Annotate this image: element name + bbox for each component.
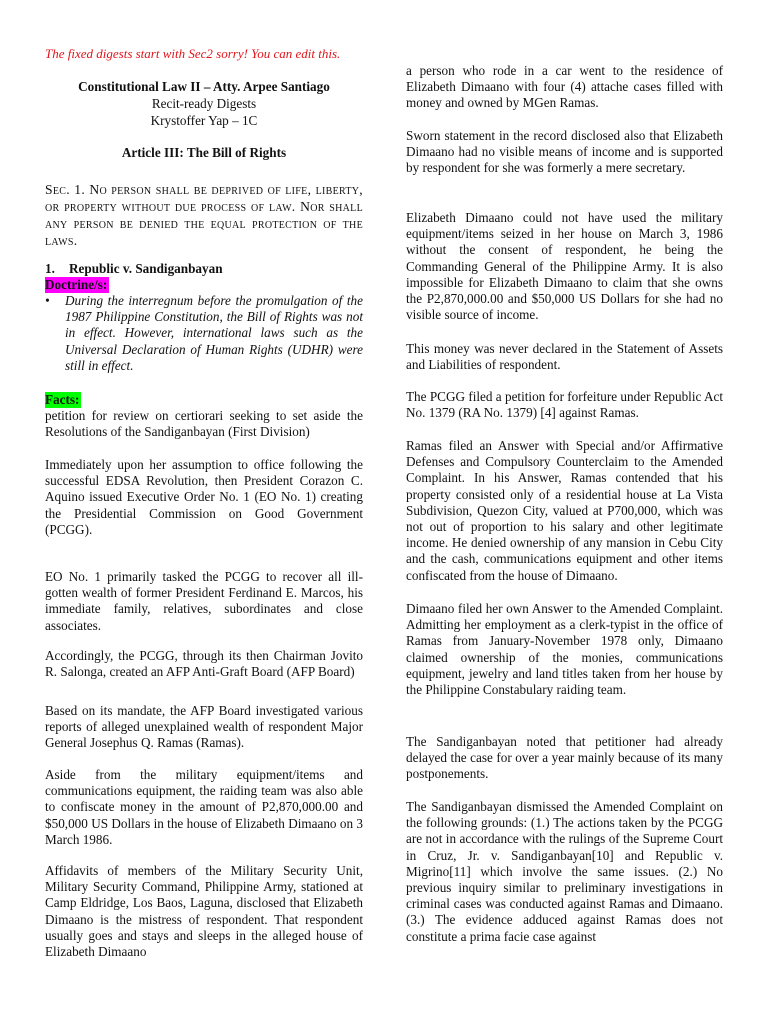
left-paragraph-1: petition for review on certiorari seeking to set aside the Resolutions of the Sandiganbayan (First Division) (45, 408, 363, 440)
right-paragraph-1: a person who rode in a car went to the residence of Elizabeth Dimaano with four (4) attache cases filled with money and owned by MGen Ramas. (406, 63, 723, 111)
right-paragraph-6: Ramas filed an Answer with Special and/or Affirmative Defenses and Compulsory Counterclaim to the Amended Complaint. In his Answer, Ramas contended that his property consisted only of a residential house at La Vista Subdivision, Quezon City, valued at P700,000, which was not out of proportion to his salary and other legitimate income. He denied ownership of any mansion in Cebu City and the cash, communications equipment and other items confiscated from the house of Dimaano. (406, 438, 723, 583)
right-paragraph-3: Elizabeth Dimaano could not have used the military equipment/items seized in her house on March 3, 1986 without the consent of respondent, he being the Commanding General of the Philippine Army. It is also impossible for Elizabeth Dimaano to claim that she owns the P2,870,000.00 and $50,000 US Dollars for she had no visible source of income. (406, 210, 723, 323)
left-paragraph-5: Based on its mandate, the AFP Board investigated various reports of alleged unexplained wealth of respondent Major General Josephus Q. Ramas (Ramas). (45, 703, 363, 751)
case-name: Republic v. Sandiganbayan (69, 261, 223, 276)
section-1-text: Sec. 1. No person shall be deprived of life, liberty, or property without due process of law. Nor shall any person be denied the equal protection of the laws. (45, 182, 363, 248)
case-title (45, 261, 223, 277)
facts-label: Facts: (45, 392, 80, 407)
doctrine-text: During the interregnum before the promulgation of the 1987 Philippine Constitution, the Bill of Rights was not in effect. However, international laws such as the Universal Declaration of Human Rights (UDHR) were still in effect. (65, 293, 363, 373)
doc-author: Krystoffer Yap – 1C (150, 113, 258, 128)
case-number: 1. (45, 261, 55, 276)
right-paragraph-7: Dimaano filed her own Answer to the Amended Complaint. Admitting her employment as a clerk-typist in the office of Ramas from January-November 1978 only, Dimaano claimed ownership of the monies, communications equipment, jewelry and land titles taken from her house by the Philippine Constabulary raiding team. (406, 601, 723, 698)
bullet-icon: • (45, 293, 50, 308)
right-paragraph-8: The Sandiganbayan noted that petitioner had already delayed the case for over a year mainly because of its many postponements. (406, 734, 723, 782)
right-paragraph-5: The PCGG filed a petition for forfeiture under Republic Act No. 1379 (RA No. 1379) [4] against Ramas. (406, 389, 723, 421)
left-paragraph-3: EO No. 1 primarily tasked the PCGG to recover all ill-gotten wealth of former President Ferdinand E. Marcos, his immediate family, relatives, subordinates and close associates. (45, 569, 363, 633)
left-paragraph-6: Aside from the military equipment/items and communications equipment, the raiding team was also able to confiscate money in the amount of P2,870,000.00 and $50,000 US Dollars in the house of Elizabeth Dimaano on 3 March 1986. (45, 767, 363, 847)
editor-note: The fixed digests start with Sec2 sorry! You can edit this. (45, 46, 341, 61)
left-paragraph-2: Immediately upon her assumption to office following the successful EDSA Revolution, then President Corazon C. Aquino issued Executive Order No. 1 (EO No. 1) creating the Presidential Commission on Good Government (PCGG). (45, 457, 363, 537)
doc-subtitle: Recit-ready Digests (151, 96, 257, 111)
article-heading: Article III: The Bill of Rights (121, 145, 287, 160)
doctrine-label: Doctrine/s: (45, 277, 108, 292)
right-paragraph-4: This money was never declared in the Statement of Assets and Liabilities of respondent. (406, 341, 723, 373)
doctrine-item (45, 293, 363, 374)
left-paragraph-4: Accordingly, the PCGG, through its then Chairman Jovito R. Salonga, created an AFP Anti-Graft Board (AFP Board) (45, 648, 363, 680)
right-paragraph-9: The Sandiganbayan dismissed the Amended Complaint on the following grounds: (1.) The actions taken by the PCGG are not in accordance with the rulings of the Supreme Court in Cruz, Jr. v. Sandiganbayan[10] and Republic v. Migrino[11] which involve the same issues. (2.) No previous inquiry similar to preliminary investigations in criminal cases was conducted against Ramas and Dimaano. (3.) The evidence adduced against Ramas does not constitute a prima facie case against (406, 799, 723, 944)
left-paragraph-7: Affidavits of members of the Military Security Unit, Military Security Command, Philippine Army, stationed at Camp Eldridge, Los Baos, Laguna, disclosed that Elizabeth Dimaano is the mistress of respondent. That respondent usually goes and stays and sleeps in the alleged house of Elizabeth Dimaano (45, 863, 363, 960)
course-title: Constitutional Law II – Atty. Arpee Santiago (78, 79, 330, 94)
right-paragraph-2: Sworn statement in the record disclosed also that Elizabeth Dimaano had no visible means of income and is supported by respondent for she was formerly a mere secretary. (406, 128, 723, 176)
